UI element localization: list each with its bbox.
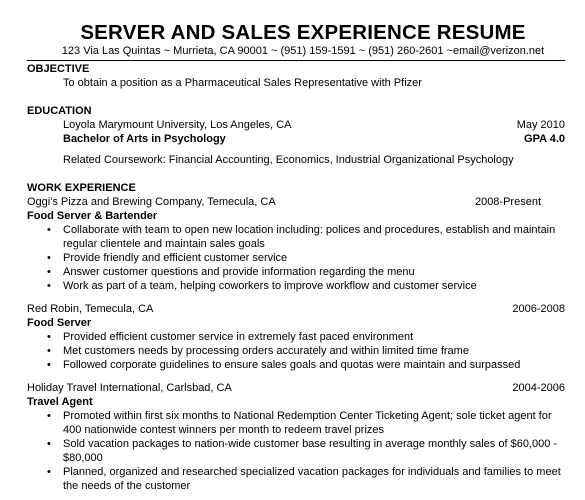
bullet-icon: • bbox=[47, 345, 51, 357]
bullet-item: • Collaborate with team to open new location including: polices and procedures, establish and maintain bbox=[47, 224, 556, 236]
bullet-item: • Answer customer questions and provide information regarding the menu bbox=[47, 266, 415, 278]
bullet-icon: • bbox=[47, 280, 51, 292]
bullet-item: • Provide friendly and efficient customer service bbox=[47, 252, 288, 264]
bullet-icon: • bbox=[47, 331, 51, 343]
degree-name: Bachelor of Arts in Psychology bbox=[63, 133, 226, 145]
job-bullets bbox=[27, 223, 565, 293]
gpa-value: GPA 4.0 bbox=[524, 133, 565, 145]
bullet-continuation: regular clientele and maintain sales goals bbox=[63, 238, 265, 250]
bullet-item: • Sold vacation packages to nation-wide customer base resulting in average monthly sales of $60,000 - bbox=[47, 438, 558, 450]
bullet-icon: • bbox=[47, 359, 51, 371]
job-dates: 2008-Present bbox=[474, 196, 541, 208]
job-header bbox=[27, 195, 565, 209]
job-dates: 2006-2008 bbox=[512, 303, 565, 315]
objective-heading: OBJECTIVE bbox=[27, 63, 90, 75]
header-divider bbox=[27, 60, 565, 61]
job-company: Oggi's Pizza and Brewing Company, Temecula, CA bbox=[27, 196, 276, 208]
bullet-icon: • bbox=[47, 466, 51, 478]
job-company: Red Robin, Temecula, CA bbox=[27, 303, 154, 315]
job-header bbox=[27, 302, 565, 316]
bullet-icon: • bbox=[47, 252, 51, 264]
job-header bbox=[27, 381, 565, 395]
bullet-continuation: 400 nationwide contest winners per month to redeem travel prizes bbox=[63, 424, 385, 436]
resume-title: SERVER AND SALES EXPERIENCE RESUME bbox=[80, 21, 526, 44]
job-company: Holiday Travel International, Carlsbad, CA bbox=[27, 382, 232, 394]
bullet-continuation: the needs of the customer bbox=[63, 480, 191, 492]
bullet-item: • Provided efficient customer service in extremely fast paced environment bbox=[47, 331, 414, 343]
education-heading: EDUCATION bbox=[27, 105, 92, 117]
bullet-icon: • bbox=[47, 410, 51, 422]
job-bullets bbox=[27, 409, 565, 493]
job-bullets bbox=[27, 330, 565, 372]
bullet-item: • Planned, organized and researched specialized vacation packages for individuals and families to meet bbox=[47, 466, 561, 478]
bullet-continuation: $80,000 bbox=[63, 452, 103, 464]
bullet-item: • Followed corporate guidelines to ensure sales goals and quotas were maintain and surpassed bbox=[47, 359, 521, 371]
bullet-item: • Met customers needs by processing orders accurately and within limited time frame bbox=[47, 345, 469, 357]
graduation-date: May 2010 bbox=[516, 119, 565, 131]
objective-text: To obtain a position as a Pharmaceutical Sales Representative with Pfizer bbox=[63, 77, 422, 89]
job-role: Food Server & Bartender bbox=[27, 210, 158, 222]
job-role: Travel Agent bbox=[27, 396, 93, 408]
job-dates: 2004-2006 bbox=[512, 382, 565, 394]
coursework-text: Related Coursework: Financial Accounting, Economics, Industrial Organizational Psychology bbox=[63, 154, 514, 166]
work-experience-heading: WORK EXPERIENCE bbox=[27, 182, 136, 194]
education-degree-row bbox=[27, 132, 565, 146]
bullet-icon: • bbox=[47, 224, 51, 236]
bullet-icon: • bbox=[47, 266, 51, 278]
school-name: Loyola Marymount University, Los Angeles, CA bbox=[63, 119, 292, 131]
education-school-row bbox=[27, 118, 565, 132]
bullet-item: • Work as part of a team, helping coworkers to improve workflow and customer service bbox=[47, 280, 477, 292]
job-role: Food Server bbox=[27, 317, 92, 329]
bullet-item: • Promoted within first six months to National Redemption Center Ticketing Agent; sole ticket agent for bbox=[47, 410, 552, 422]
contact-line: 123 Via Las Quintas ~ Murrieta, CA 90001 ~ (951) 159-1591 ~ (951) 260-2601 ~email@verizon.net bbox=[61, 45, 545, 57]
bullet-icon: • bbox=[47, 438, 51, 450]
